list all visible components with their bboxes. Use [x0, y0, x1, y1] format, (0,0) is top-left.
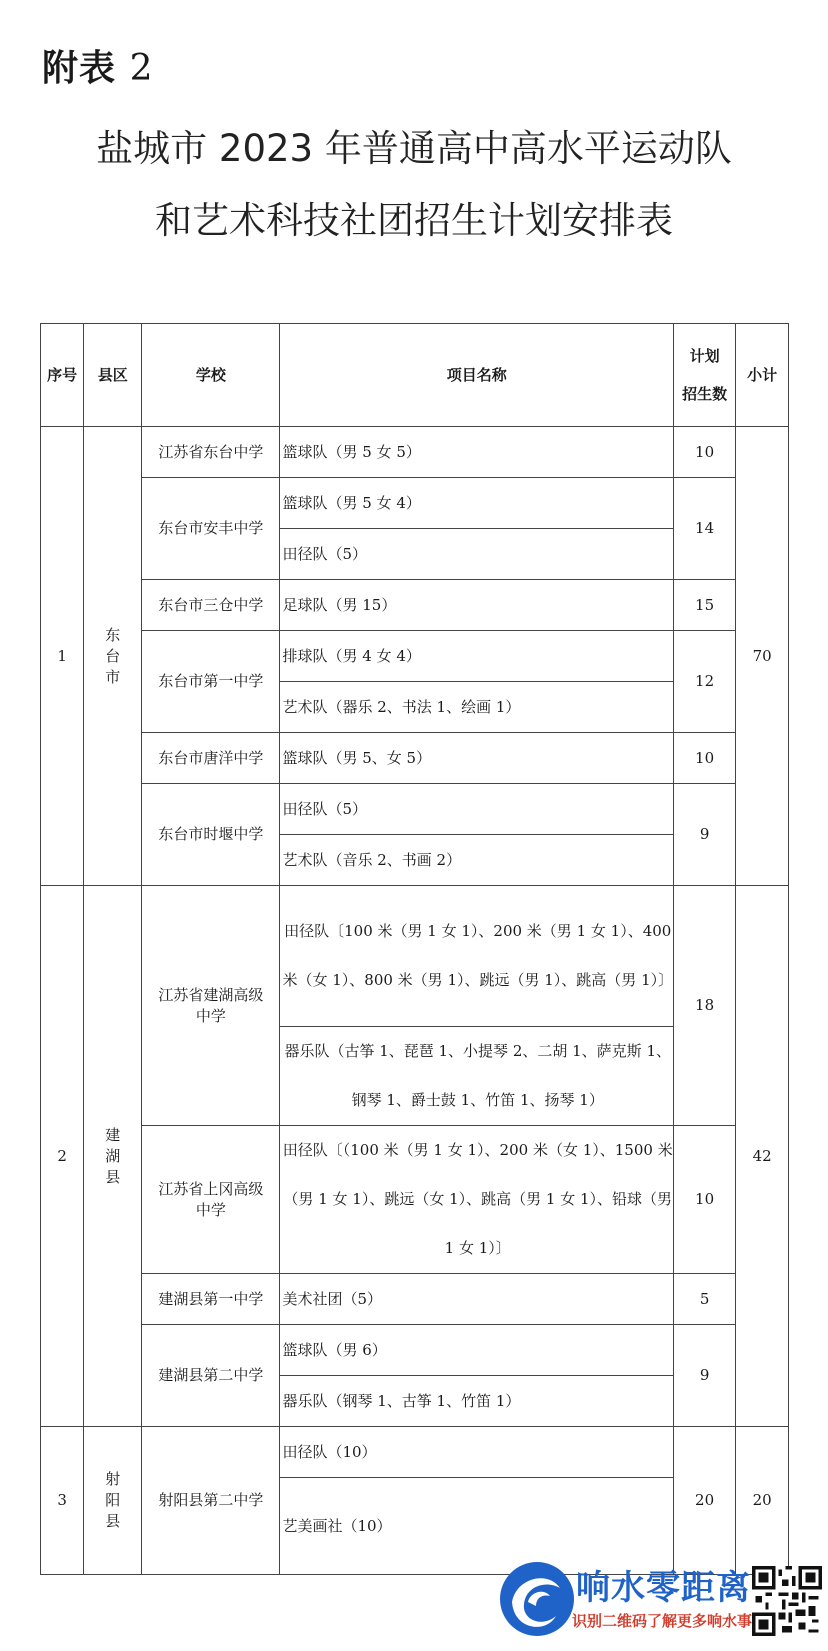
- cell-subtotal: 20: [736, 1427, 789, 1575]
- header-subtotal: 小计: [736, 324, 789, 427]
- cell-school: 江苏省东台中学: [142, 427, 280, 478]
- county-char: 市: [105, 667, 121, 686]
- appendix-label: [42, 40, 153, 91]
- county-char: 东: [105, 625, 121, 644]
- table-row: [41, 733, 789, 784]
- cell-plan-count: 10: [673, 733, 735, 784]
- cell-project: 篮球队（男 5、女 5）: [280, 733, 674, 784]
- cell-index: 3: [41, 1427, 84, 1575]
- header-index: 序号: [41, 324, 84, 427]
- swirl-logo-icon: [498, 1558, 576, 1640]
- cell-project: 田径队〔100 米（男 1 女 1）、200 米（男 1 女 1）、400 米（女 1）、800 米（男 1）、跳远（男 1）、跳高（男 1）〕: [280, 886, 674, 1027]
- cell-school: [142, 1126, 280, 1274]
- school-name-line2: 中学: [195, 1006, 226, 1025]
- cell-school: 东台市时堰中学: [142, 784, 280, 886]
- header-project: 项目名称: [280, 324, 674, 427]
- watermark-subtitle: 识别二维码了解更多响水事: [572, 1612, 753, 1630]
- county-char: 阳: [105, 1491, 121, 1509]
- cell-county: [84, 427, 142, 886]
- table-row: [41, 1325, 789, 1376]
- cell-project: 田径队（10）: [280, 1427, 674, 1478]
- cell-school: [142, 886, 280, 1126]
- cell-county: [84, 886, 142, 1427]
- cell-plan-count: 10: [673, 1126, 735, 1274]
- cell-project: 田径队（5）: [280, 784, 674, 835]
- table-row: [41, 631, 789, 682]
- cell-project: 田径队〔（100 米（男 1 女 1）、200 米（女 1）、1500 米（男 1 女 1）、跳远（女 1）、跳高（男 1 女 1）、铅球（男 1 女 1）〕: [280, 1126, 674, 1274]
- cell-index: 2: [41, 886, 84, 1427]
- cell-project: 足球队（男 15）: [280, 580, 674, 631]
- table-row: [41, 1126, 789, 1274]
- cell-school: 建湖县第二中学: [142, 1325, 280, 1427]
- county-char: 射: [105, 1470, 121, 1488]
- cell-project: 器乐队（古筝 1、琵琶 1、小提琴 2、二胡 1、萨克斯 1、钢琴 1、爵士鼓 1、竹笛 1、扬琴 1）: [280, 1027, 674, 1126]
- cell-school: 东台市唐洋中学: [142, 733, 280, 784]
- table-row: [41, 580, 789, 631]
- table-row: [41, 784, 789, 835]
- cell-project: 篮球队（男 5 女 5）: [280, 427, 674, 478]
- cell-plan-count: 9: [673, 1325, 735, 1427]
- cell-plan-count: 9: [673, 784, 735, 886]
- county-char: 台: [105, 646, 121, 665]
- appendix-label-text: 附表: [42, 48, 117, 89]
- header-plan: [673, 324, 735, 427]
- county-char: 县: [105, 1512, 121, 1530]
- cell-school: 东台市三仓中学: [142, 580, 280, 631]
- cell-project: 艺术队（音乐 2、书画 2）: [280, 835, 674, 886]
- table-row: [41, 478, 789, 529]
- county-char: 县: [105, 1167, 121, 1186]
- cell-school: 射阳县第二中学: [142, 1427, 280, 1575]
- cell-project: 美术社团（5）: [280, 1274, 674, 1325]
- watermark-logo: [498, 1558, 823, 1646]
- county-char: 建: [105, 1125, 121, 1144]
- cell-plan-count: 15: [673, 580, 735, 631]
- cell-plan-count: 12: [673, 631, 735, 733]
- cell-plan-count: 5: [673, 1274, 735, 1325]
- cell-project: 器乐队（钢琴 1、古筝 1、竹笛 1）: [280, 1376, 674, 1427]
- table-header-row: [41, 324, 789, 427]
- cell-subtotal: 42: [736, 886, 789, 1427]
- cell-project: 艺美画社（10）: [280, 1478, 674, 1575]
- cell-project: 排球队（男 4 女 4）: [280, 631, 674, 682]
- table-row: [41, 1427, 789, 1478]
- school-name-line1: 江苏省建湖高级: [158, 985, 264, 1004]
- cell-school: 东台市安丰中学: [142, 478, 280, 580]
- page-title-line1: 盐城市 2023 年普通高中高水平运动队: [96, 127, 732, 170]
- cell-plan-count: 20: [673, 1427, 735, 1575]
- cell-plan-count: 10: [673, 427, 735, 478]
- cell-plan-count: 14: [673, 478, 735, 580]
- qr-code-icon: [752, 1566, 822, 1636]
- table-row: [41, 1274, 789, 1325]
- cell-county: [84, 1427, 142, 1575]
- cell-project: 田径队（5）: [280, 529, 674, 580]
- cell-project: 艺术队（器乐 2、书法 1、绘画 1）: [280, 682, 674, 733]
- school-name-line1: 江苏省上冈高级: [158, 1179, 264, 1198]
- cell-index: 1: [41, 427, 84, 886]
- cell-subtotal: 70: [736, 427, 789, 886]
- watermark-title: 响水零距离: [576, 1568, 751, 1608]
- header-school: 学校: [142, 324, 280, 427]
- table-row: [41, 427, 789, 478]
- enrollment-plan-table: [40, 323, 789, 1575]
- county-char: 湖: [105, 1146, 121, 1165]
- table-row: [41, 886, 789, 1027]
- cell-plan-count: 18: [673, 886, 735, 1126]
- page-title-line2: 和艺术科技社团招生计划安排表: [155, 199, 673, 242]
- cell-project: 篮球队（男 5 女 4）: [280, 478, 674, 529]
- cell-school: 建湖县第一中学: [142, 1274, 280, 1325]
- school-name-line2: 中学: [195, 1200, 226, 1219]
- header-county: 县区: [84, 324, 142, 427]
- cell-school: 东台市第一中学: [142, 631, 280, 733]
- header-plan-line1: 计划: [689, 347, 720, 365]
- cell-project: 篮球队（男 6）: [280, 1325, 674, 1376]
- header-plan-line2: 招生数: [682, 385, 728, 403]
- appendix-number: 2: [129, 48, 154, 89]
